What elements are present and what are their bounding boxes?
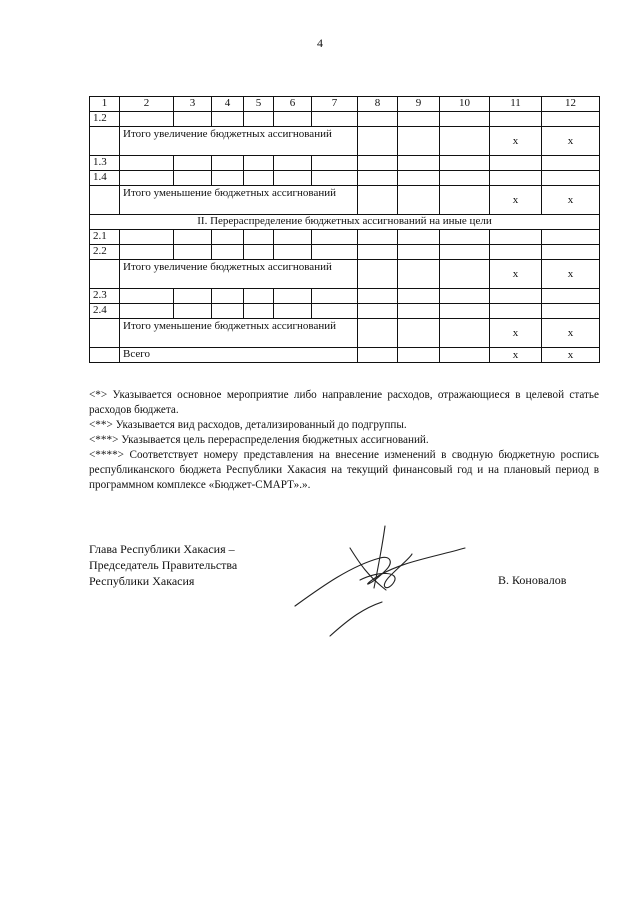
table-cell [490,304,542,319]
footnote: <**> Указывается вид расходов, детализированный до подгруппы. [89,419,407,431]
table-cell [398,348,440,363]
table-row [90,230,600,245]
table-cell [398,230,440,245]
table-cell [398,260,440,289]
table-cell [312,112,358,127]
table-cell [440,112,490,127]
table-cell [120,304,174,319]
row-number-cell: 2.2 [90,245,120,260]
table-cell [358,186,398,215]
signatory-title [89,541,237,589]
table-cell [244,245,274,260]
table-cell [542,230,600,245]
table-cell [490,156,542,171]
signatory-title-line: Глава Республики Хакасия – [89,542,235,556]
table-cell [120,156,174,171]
table-cell [440,156,490,171]
table-cell [312,156,358,171]
table-cell [244,304,274,319]
table-cell [312,245,358,260]
table-cell [244,171,274,186]
column-header: 12 [542,97,600,112]
table-row [90,215,600,230]
table-cell [542,245,600,260]
table-cell [358,304,398,319]
table-cell [440,171,490,186]
signatory-title-line: Республики Хакасия [89,574,195,588]
table-row [90,289,600,304]
signatory-title-line: Председатель Правительства [89,558,238,572]
column-header: 4 [212,97,244,112]
section-heading-cell: II. Перераспределение бюджетных ассигнований на иные цели [90,215,600,230]
table-cell [358,112,398,127]
table-cell [440,260,490,289]
table-cell [174,112,212,127]
x-mark-cell: x [490,186,542,215]
table-cell [440,319,490,348]
table-cell [542,289,600,304]
table-cell [312,171,358,186]
table-cell [490,171,542,186]
subtotal-label: Итого уменьшение бюджетных ассигнований [120,319,358,348]
row-number-cell: 1.4 [90,171,120,186]
table-cell [398,186,440,215]
x-mark-cell: x [542,260,600,289]
table-cell [120,289,174,304]
column-header: 10 [440,97,490,112]
table-cell [542,304,600,319]
footnote: <****> Соответствует номеру представления на внесение изменений в сводную бюджетную роспись республиканского бюджета Республики Хакасия на текущий финансовый год и на плановый период в программном комплексе «Бюджет-СМАРТ».». [89,449,599,491]
table-cell [358,230,398,245]
table-cell [274,171,312,186]
table-cell [90,186,120,215]
table-cell [358,289,398,304]
table-cell [274,289,312,304]
table-cell [174,230,212,245]
footnote: <*> Указывается основное мероприятие либо направление расходов, отражающиеся в целевой статье расходов бюджета. [89,389,599,416]
table-cell [174,245,212,260]
table-cell [398,304,440,319]
table-cell [120,171,174,186]
table-cell [542,156,600,171]
column-header: 6 [274,97,312,112]
row-number-cell: 1.3 [90,156,120,171]
table-cell [212,156,244,171]
column-header: 8 [358,97,398,112]
table-cell [244,156,274,171]
column-header: 7 [312,97,358,112]
table-cell [440,186,490,215]
table-row [90,186,600,215]
row-number-cell: 1.2 [90,112,120,127]
table-cell [212,304,244,319]
table-cell [274,245,312,260]
table-cell [398,171,440,186]
table-cell [90,348,120,363]
table-cell [244,289,274,304]
table-cell [398,156,440,171]
table-cell [358,171,398,186]
table-cell [358,245,398,260]
table-cell [274,304,312,319]
table-cell [120,230,174,245]
x-mark-cell: x [542,319,600,348]
footnotes [89,388,599,493]
table-cell [440,304,490,319]
table-row [90,127,600,156]
table-cell [274,230,312,245]
grand-total-label: Всего [120,348,358,363]
table-cell [440,348,490,363]
table-cell [174,171,212,186]
column-header: 2 [120,97,174,112]
table-cell [440,245,490,260]
table-header-row [90,97,600,112]
table-cell [274,156,312,171]
table-cell [174,289,212,304]
table-cell [312,230,358,245]
table-row [90,245,600,260]
x-mark-cell: x [490,260,542,289]
column-header: 1 [90,97,120,112]
table-cell [174,156,212,171]
table-row [90,319,600,348]
table-cell [398,319,440,348]
table-cell [358,319,398,348]
table-cell [398,127,440,156]
subtotal-label: Итого увеличение бюджетных ассигнований [120,260,358,289]
table-cell [244,230,274,245]
table-cell [312,289,358,304]
table-cell [358,260,398,289]
table-cell [90,319,120,348]
x-mark-cell: x [490,348,542,363]
budget-table [89,96,600,363]
table-cell [212,112,244,127]
table-cell [490,230,542,245]
table-row [90,156,600,171]
row-number-cell: 2.1 [90,230,120,245]
table-cell [490,245,542,260]
table-cell [358,156,398,171]
table-row [90,112,600,127]
table-cell [542,171,600,186]
table-cell [90,127,120,156]
page-number: 4 [317,36,323,50]
footnote: <***> Указывается цель перераспределения бюджетных ассигнований. [89,434,429,446]
column-header: 5 [244,97,274,112]
table-cell [398,112,440,127]
x-mark-cell: x [542,348,600,363]
table-cell [120,112,174,127]
table-cell [398,289,440,304]
subtotal-label: Итого увеличение бюджетных ассигнований [120,127,358,156]
table-cell [212,245,244,260]
column-header: 9 [398,97,440,112]
table-cell [358,127,398,156]
x-mark-cell: x [490,127,542,156]
table-row [90,304,600,319]
table-cell [244,112,274,127]
table-cell [398,245,440,260]
subtotal-label: Итого уменьшение бюджетных ассигнований [120,186,358,215]
table-cell [542,112,600,127]
column-header: 3 [174,97,212,112]
table-cell [90,260,120,289]
table-cell [440,127,490,156]
table-cell [120,245,174,260]
table-cell [440,289,490,304]
table-cell [174,304,212,319]
x-mark-cell: x [542,127,600,156]
table-cell [212,171,244,186]
table-cell [274,112,312,127]
table-row [90,260,600,289]
table-cell [490,289,542,304]
row-number-cell: 2.3 [90,289,120,304]
table-cell [212,230,244,245]
handwritten-signature [290,518,480,648]
signatory-name: В. Коновалов [498,573,567,587]
row-number-cell: 2.4 [90,304,120,319]
table-cell [312,304,358,319]
table-row [90,348,600,363]
table-body [90,97,600,363]
table-cell [440,230,490,245]
x-mark-cell: x [490,319,542,348]
x-mark-cell: x [542,186,600,215]
table-row [90,171,600,186]
table-cell [490,112,542,127]
column-header: 11 [490,97,542,112]
table-cell [212,289,244,304]
table-cell [358,348,398,363]
